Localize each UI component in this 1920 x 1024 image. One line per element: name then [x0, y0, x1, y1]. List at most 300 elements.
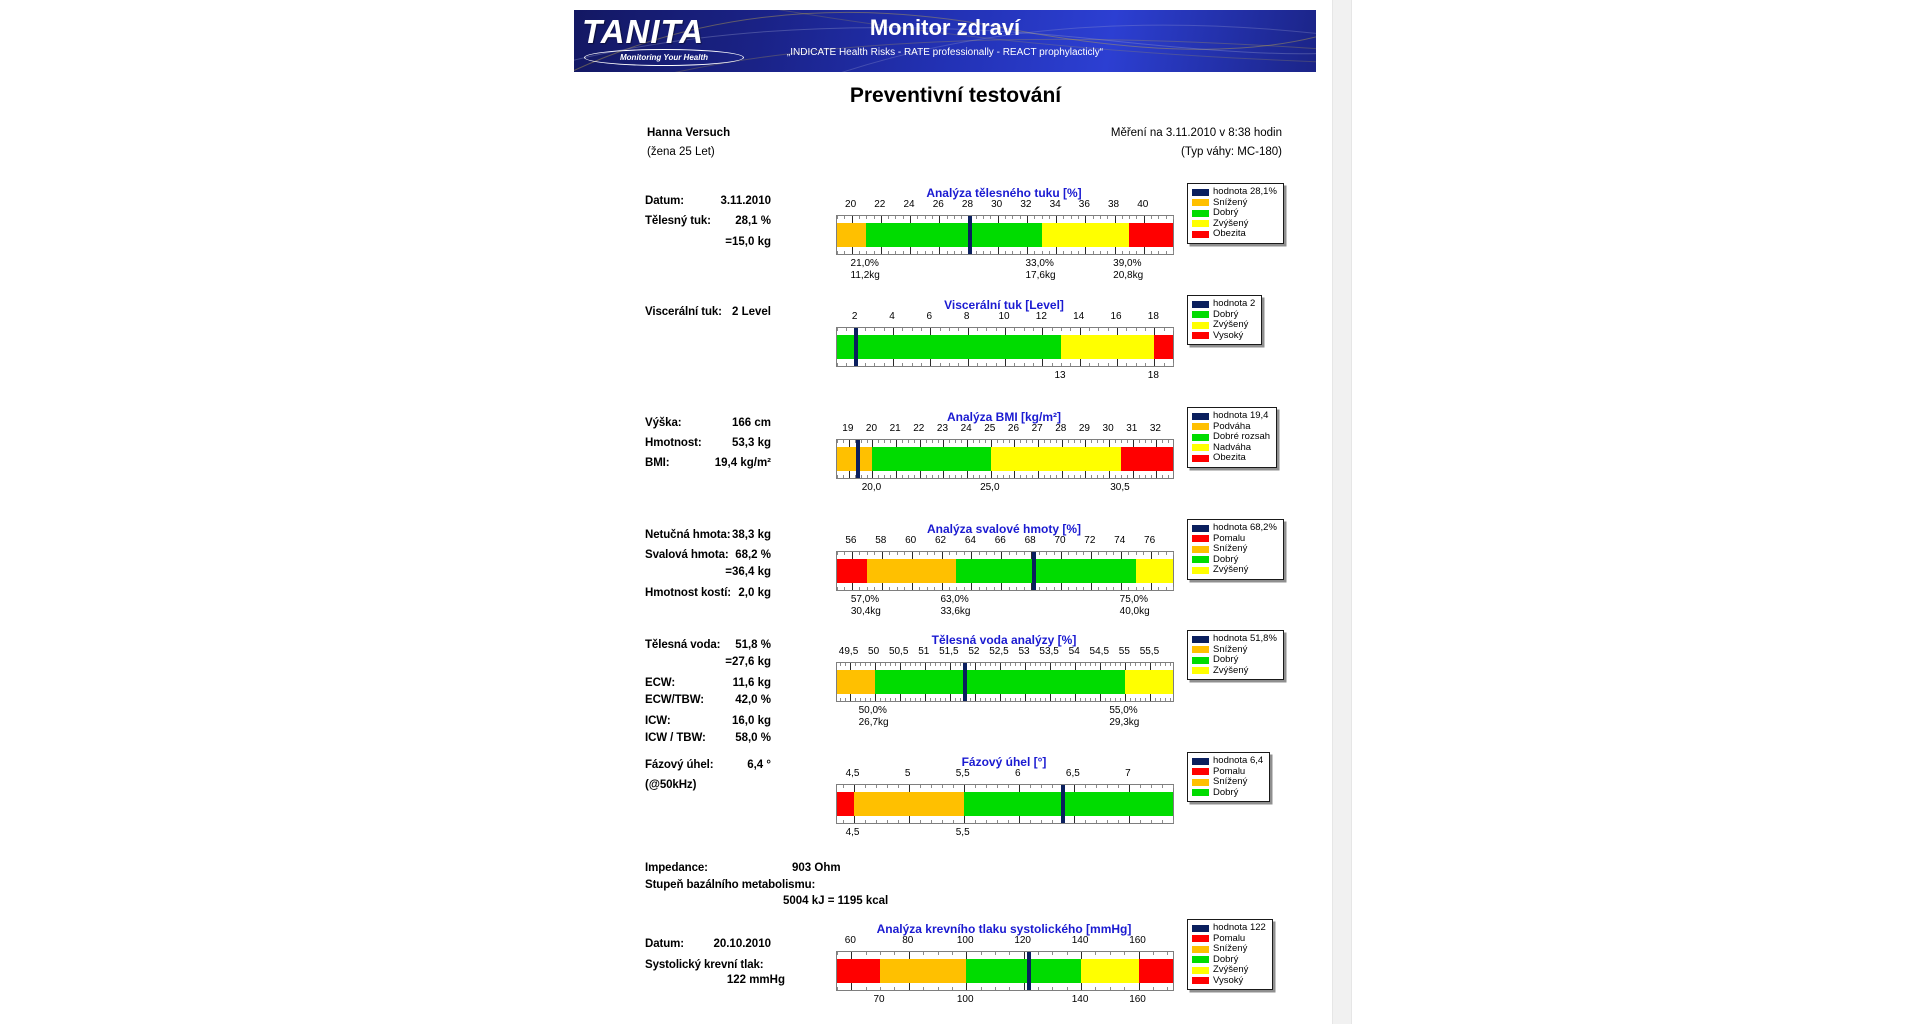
tick-mark: [1140, 820, 1141, 823]
tick-mark: [923, 987, 924, 990]
tick-mark: [837, 328, 838, 331]
tick-mark: [878, 475, 879, 478]
tick-mark: [1110, 952, 1111, 955]
tick-mark: [865, 785, 866, 788]
tick-mark: [980, 698, 981, 701]
threshold-label: [940, 594, 970, 617]
tick-mark: [837, 987, 838, 990]
tick-mark: [851, 952, 852, 959]
tick-mark: [919, 587, 920, 590]
tick-mark: [943, 440, 944, 447]
tick-mark: [1095, 987, 1096, 990]
scale-bar: [836, 784, 1174, 824]
tick-mark: [947, 251, 948, 254]
axis-tick-label: 32: [1149, 423, 1161, 434]
tick-mark: [1109, 440, 1110, 447]
tick-mark: [1014, 363, 1015, 366]
axis-tick-label: 60: [905, 535, 917, 546]
tick-mark: [1041, 820, 1042, 823]
tick-mark: [934, 587, 935, 590]
tick-mark: [1129, 251, 1130, 254]
tick-mark: [1136, 251, 1137, 254]
tick-mark: [880, 663, 881, 666]
tick-mark: [867, 440, 868, 443]
tick-mark: [884, 328, 885, 331]
tick-mark: [867, 475, 868, 478]
tick-mark: [855, 663, 856, 666]
legend-label: hodnota 2: [1213, 298, 1256, 310]
tick-mark: [904, 552, 905, 555]
tick-mark: [1173, 552, 1174, 555]
legend-label: Zvýšený: [1213, 564, 1249, 576]
threshold-label-line: 20,0: [861, 482, 882, 493]
legend: [1187, 752, 1270, 802]
tick-mark: [1144, 216, 1145, 223]
tick-mark: [1068, 475, 1069, 478]
tick-mark: [905, 663, 906, 666]
tick-mark: [1085, 820, 1086, 823]
tick-mark: [1085, 440, 1086, 447]
tick-mark: [1173, 785, 1174, 788]
threshold-label: [957, 994, 974, 1006]
tick-mark: [934, 552, 935, 555]
tick-mark: [998, 216, 999, 223]
tick-mark: [1145, 698, 1146, 701]
tick-mark: [1167, 952, 1168, 955]
tick-mark: [865, 328, 866, 331]
threshold-label-line: 57,0%: [850, 594, 880, 605]
legend: [1187, 519, 1284, 580]
tick-mark: [1128, 552, 1129, 555]
tick-mark: [1118, 820, 1119, 823]
tick-mark: [1035, 698, 1036, 701]
tick-mark: [940, 328, 941, 331]
tick-mark: [874, 587, 875, 590]
tick-mark: [996, 328, 997, 331]
legend-swatch-gold: [1192, 779, 1209, 786]
axis-tick-label: 24: [903, 199, 915, 210]
tick-mark: [1150, 694, 1151, 701]
threshold-label-line: 13: [1054, 370, 1066, 381]
tick-mark: [908, 475, 909, 478]
legend-swatch-gold: [1192, 646, 1209, 653]
legend-swatch-navy: [1192, 413, 1209, 420]
tick-mark: [1100, 694, 1101, 701]
axis-tick-label: 21: [889, 423, 901, 434]
tick-mark: [1121, 475, 1122, 478]
tick-mark: [1003, 440, 1004, 443]
tick-mark: [1173, 587, 1174, 590]
legend-label: Obezita: [1213, 452, 1246, 464]
tick-mark: [1065, 663, 1066, 666]
tick-mark: [1118, 785, 1119, 788]
legend-item: [1192, 544, 1277, 555]
tick-mark: [897, 552, 898, 555]
tick-mark: [927, 587, 928, 590]
value-marker: [854, 328, 858, 366]
legend-item: [1192, 923, 1266, 934]
tick-mark: [874, 328, 875, 331]
tick-mark: [1001, 583, 1002, 590]
tick-mark: [1129, 816, 1130, 823]
threshold-label: [980, 482, 999, 494]
tick-mark: [961, 475, 962, 478]
tick-mark: [1110, 698, 1111, 701]
legend-swatch-red: [1192, 977, 1209, 984]
tick-mark: [1155, 663, 1156, 666]
legend-swatch-yellow: [1192, 322, 1209, 329]
tick-mark: [997, 820, 998, 823]
tick-mark: [1091, 475, 1092, 478]
tick-mark: [880, 987, 881, 990]
tick-mark: [902, 328, 903, 331]
chart-title: Analýza tělesného tuku [%]: [926, 186, 1082, 200]
tick-mark: [1128, 587, 1129, 590]
metric-label: Netučná hmota:: [645, 529, 731, 541]
tick-mark: [998, 247, 999, 254]
tick-mark: [923, 952, 924, 955]
tick-mark: [860, 663, 861, 666]
legend-label: Obezita: [1213, 228, 1246, 240]
tick-mark: [1034, 251, 1035, 254]
scale-segment-red: [1121, 447, 1173, 471]
tick-mark: [1071, 216, 1072, 219]
value-marker: [1032, 552, 1036, 590]
tick-mark: [1005, 216, 1006, 219]
tick-mark: [1020, 475, 1021, 478]
tick-mark: [1136, 587, 1137, 590]
tick-mark: [976, 251, 977, 254]
tick-mark: [1061, 583, 1062, 590]
tick-mark: [1032, 475, 1033, 478]
metric-label: ECW/TBW:: [645, 694, 705, 706]
tick-mark: [895, 663, 896, 666]
legend: [1187, 183, 1284, 244]
tick-mark: [1158, 552, 1159, 555]
axis-tick-label: 7: [1125, 768, 1131, 779]
tick-mark: [986, 785, 987, 788]
tick-mark: [1097, 475, 1098, 478]
scale-segment-green: [964, 792, 1173, 816]
tick-mark: [910, 216, 911, 223]
legend-label: Zvýšený: [1213, 217, 1249, 229]
tick-mark: [1070, 698, 1071, 701]
tick-mark: [865, 698, 866, 701]
scale-segment-red: [1139, 959, 1173, 983]
tick-mark: [1170, 698, 1171, 701]
metric-value: =36,4 kg: [725, 566, 771, 578]
tick-mark: [1052, 363, 1053, 366]
tick-mark: [890, 663, 891, 666]
tick-mark: [1005, 251, 1006, 254]
tick-mark: [865, 363, 866, 366]
tick-mark: [967, 440, 968, 447]
tick-mark: [1083, 587, 1084, 590]
banner-title: Monitor zdraví: [869, 15, 1021, 40]
tick-mark: [867, 587, 868, 590]
axis-tick-label: 74: [1114, 535, 1126, 546]
tick-mark: [1115, 698, 1116, 701]
value-marker: [968, 216, 972, 254]
tick-mark: [1127, 475, 1128, 478]
scale-segment-yellow: [1125, 670, 1173, 694]
tick-mark: [880, 698, 881, 701]
legend-swatch-navy: [1192, 925, 1209, 932]
tick-mark: [1165, 698, 1166, 701]
tick-mark: [1107, 251, 1108, 254]
tick-mark: [932, 440, 933, 443]
tick-mark: [1100, 216, 1101, 219]
tick-mark: [852, 583, 853, 590]
tick-mark: [920, 471, 921, 478]
legend-swatch-navy: [1192, 525, 1209, 532]
legend-item: [1192, 965, 1266, 976]
tick-mark: [895, 698, 896, 701]
tick-mark: [1106, 552, 1107, 555]
tick-mark: [1081, 952, 1082, 959]
tick-mark: [914, 475, 915, 478]
legend-swatch-green: [1192, 789, 1209, 796]
tick-mark: [844, 216, 845, 219]
tick-mark: [865, 820, 866, 823]
threshold-label: [1026, 258, 1056, 281]
axis-tick-label: 30: [1102, 423, 1114, 434]
chart-title: Fázový úhel [°]: [961, 755, 1047, 769]
legend-label: Snížený: [1213, 643, 1248, 655]
threshold-label: [851, 258, 880, 281]
tick-mark: [910, 698, 911, 701]
tick-mark: [1120, 698, 1121, 701]
threshold-label-line: 33,0%: [1025, 258, 1054, 269]
tick-mark: [1024, 952, 1025, 959]
tick-mark: [1038, 440, 1039, 447]
axis-tick-label: 49,5: [838, 646, 859, 657]
tick-mark: [890, 440, 891, 443]
threshold-label-line: 160: [1129, 994, 1146, 1005]
tick-mark: [1024, 328, 1025, 331]
tick-mark: [1096, 820, 1097, 823]
threshold-label: [1148, 370, 1159, 382]
tick-mark: [845, 663, 846, 666]
metric-label: Datum:: [645, 938, 685, 950]
tick-mark: [1136, 328, 1137, 331]
tick-mark: [874, 251, 875, 254]
tick-mark: [953, 785, 954, 788]
tick-mark: [1009, 987, 1010, 990]
metric-value: =15,0 kg: [725, 236, 771, 248]
tick-mark: [1042, 359, 1043, 366]
tick-mark: [852, 247, 853, 254]
tick-mark: [909, 983, 910, 990]
tick-mark: [1140, 663, 1141, 666]
header-banner: [574, 10, 1316, 72]
tick-mark: [1020, 440, 1021, 443]
scale-bar: [836, 662, 1174, 702]
axis-tick-label: 4,5: [845, 768, 860, 779]
legend-swatch-gold: [1192, 199, 1209, 206]
tick-mark: [850, 694, 851, 701]
value-marker: [1061, 785, 1065, 823]
tick-mark: [979, 552, 980, 555]
axis-tick-label: 66: [994, 535, 1006, 546]
tick-mark: [938, 987, 939, 990]
tick-mark: [1145, 663, 1146, 666]
tick-mark: [1038, 952, 1039, 955]
scale-segment-yellow: [1081, 959, 1138, 983]
tick-mark: [846, 328, 847, 331]
legend-item: [1192, 655, 1277, 666]
tick-mark: [1106, 587, 1107, 590]
tick-mark: [1071, 251, 1072, 254]
threshold-label-line: 20,8kg: [1113, 269, 1144, 281]
tick-mark: [1070, 663, 1071, 666]
tick-mark: [1173, 251, 1174, 254]
tick-mark: [1052, 952, 1053, 955]
scale-segment-red: [837, 792, 854, 816]
tick-mark: [1173, 328, 1174, 331]
tick-mark: [1014, 440, 1015, 447]
tick-mark: [1045, 698, 1046, 701]
tick-mark: [896, 440, 897, 447]
tick-mark: [1085, 216, 1086, 223]
tick-mark: [955, 475, 956, 478]
tick-mark: [995, 987, 996, 990]
legend-label: Dobrý: [1213, 786, 1239, 798]
tick-mark: [861, 440, 862, 443]
tick-mark: [874, 552, 875, 555]
tick-mark: [1100, 251, 1101, 254]
tick-mark: [854, 816, 855, 823]
legend-swatch-red: [1192, 231, 1209, 238]
legend-swatch-gold: [1192, 946, 1209, 953]
legend-label: Dobrý: [1213, 553, 1239, 565]
tick-mark: [882, 583, 883, 590]
tick-mark: [1049, 216, 1050, 219]
tick-mark: [1080, 359, 1081, 366]
tick-mark: [996, 363, 997, 366]
tick-mark: [1155, 698, 1156, 701]
legend-item: [1192, 208, 1277, 219]
scale-bar: [836, 439, 1174, 479]
tick-mark: [960, 663, 961, 666]
tick-mark: [898, 785, 899, 788]
tick-mark: [1166, 552, 1167, 555]
tick-mark: [1032, 440, 1033, 443]
tick-mark: [920, 698, 921, 701]
tick-mark: [975, 663, 976, 670]
tick-mark: [942, 552, 943, 559]
tick-mark: [1133, 471, 1134, 478]
legend-label: Pomalu: [1213, 765, 1246, 777]
tick-mark: [1040, 663, 1041, 666]
tick-mark: [1075, 694, 1076, 701]
threshold-label-line: 63,0%: [940, 594, 969, 605]
tick-mark: [866, 216, 867, 219]
tick-mark: [1015, 663, 1016, 666]
metric-value: 58,0 %: [735, 732, 771, 744]
tick-mark: [1015, 698, 1016, 701]
tick-mark: [1151, 552, 1152, 559]
tick-mark: [855, 698, 856, 701]
metric-value: 903 Ohm: [792, 862, 841, 874]
legend-swatch-navy: [1192, 636, 1209, 643]
threshold-label-line: 21,0%: [850, 258, 879, 269]
axis-tick-label: 29: [1078, 423, 1090, 434]
tanita-logo-text: TANITA: [582, 13, 705, 50]
legend-label: Dobrý: [1213, 207, 1239, 219]
tick-mark: [1052, 328, 1053, 331]
tick-mark: [1151, 583, 1152, 590]
tick-mark: [843, 820, 844, 823]
legend-label: hodnota 122: [1213, 922, 1266, 934]
tick-mark: [850, 663, 851, 670]
threshold-label-line: 100: [956, 994, 974, 1005]
tick-mark: [935, 698, 936, 701]
metric-label: Hmotnost kostí:: [645, 587, 732, 599]
tick-mark: [1042, 216, 1043, 219]
tick-mark: [1143, 552, 1144, 555]
scrollbar-gutter[interactable]: [1332, 0, 1352, 1024]
tick-mark: [852, 216, 853, 223]
axis-tick-label: 16: [1110, 311, 1122, 322]
tick-mark: [1024, 587, 1025, 590]
axis-tick-label: 70: [1054, 535, 1066, 546]
tick-mark: [859, 587, 860, 590]
tick-mark: [1115, 247, 1116, 254]
tick-mark: [1083, 552, 1084, 555]
scale-bar: [836, 551, 1174, 591]
tick-mark: [1127, 440, 1128, 443]
tick-mark: [903, 251, 904, 254]
tick-mark: [866, 251, 867, 254]
tick-mark: [981, 952, 982, 955]
threshold-label-line: 25,0: [980, 482, 1000, 493]
tick-mark: [1139, 475, 1140, 478]
metric-value: 20.10.2010: [713, 938, 771, 950]
tick-mark: [971, 583, 972, 590]
tick-mark: [1089, 328, 1090, 331]
tick-mark: [1144, 247, 1145, 254]
tick-mark: [1124, 987, 1125, 990]
threshold-label: [1113, 258, 1143, 281]
tick-mark: [1136, 216, 1137, 219]
tick-mark: [905, 698, 906, 701]
tick-mark: [925, 251, 926, 254]
scale-segment-green: [875, 670, 1126, 694]
axis-tick-label: 28: [961, 199, 974, 210]
legend-item: [1192, 411, 1270, 422]
tick-mark: [1098, 328, 1099, 331]
tick-mark: [967, 471, 968, 478]
tick-mark: [1153, 952, 1154, 955]
axis-tick-label: 140: [1071, 935, 1089, 946]
axis-tick-label: 62: [934, 535, 947, 546]
axis-tick-label: 19: [842, 423, 854, 434]
legend-swatch-green: [1192, 311, 1209, 318]
tick-mark: [1168, 475, 1169, 478]
tick-mark: [1024, 363, 1025, 366]
tick-mark: [912, 328, 913, 331]
tick-mark: [958, 328, 959, 331]
metric-label: Viscerální tuk:: [645, 306, 722, 318]
tick-mark: [1014, 471, 1015, 478]
scale-bar: [836, 327, 1174, 367]
tick-mark: [1107, 820, 1108, 823]
metric-label: Hmotnost:: [645, 437, 702, 449]
axis-tick-label: 6: [1014, 768, 1021, 779]
metric-value: 38,3 kg: [732, 529, 771, 541]
tick-mark: [935, 663, 936, 666]
